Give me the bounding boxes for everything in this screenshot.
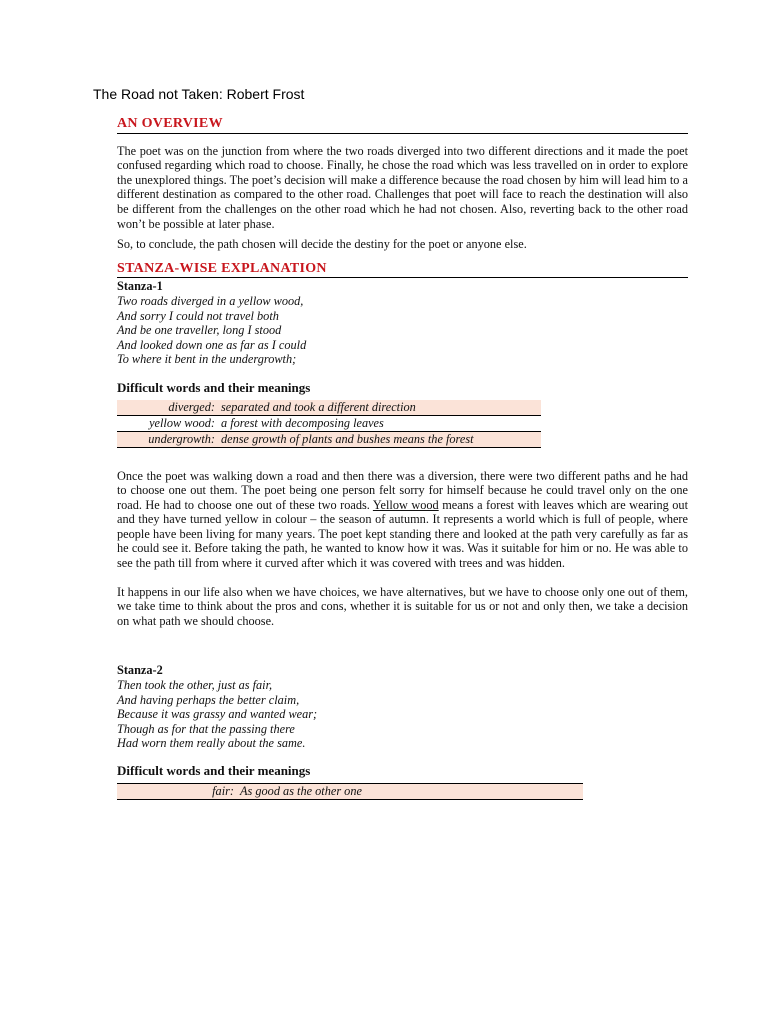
table-row bbox=[117, 431, 541, 447]
table-row bbox=[117, 783, 583, 799]
stanza1-poem bbox=[117, 294, 688, 367]
stanza2-poem bbox=[117, 678, 688, 751]
word-meaning: a forest with decomposing leaves bbox=[221, 415, 384, 430]
poem-line: Had worn them really about the same. bbox=[117, 736, 306, 751]
poem-line: Then took the other, just as fair, bbox=[117, 678, 273, 693]
poem-line: And sorry I could not travel both bbox=[117, 308, 279, 323]
difficult-words-table bbox=[117, 783, 583, 800]
document-body bbox=[117, 117, 688, 800]
stanza-wise-section bbox=[117, 262, 688, 800]
word-term: undergrowth: bbox=[148, 431, 215, 446]
poem-line: To where it bent in the undergrowth; bbox=[117, 352, 297, 367]
difficult-words-table bbox=[117, 400, 541, 448]
stanza1-life-lesson: It happens in our life also when we have choices, we have alternatives, but we have to choose only one out of them, we take time to think about the pros and cons, whether it is suitable for us or not and only then, we take a decision on what path we should choose. bbox=[117, 584, 688, 628]
poem-line: And be one traveller, long I stood bbox=[117, 323, 282, 338]
overview-heading: AN OVERVIEW bbox=[117, 117, 688, 134]
overview-conclusion: So, to conclude, the path chosen will decide the destiny for the poet or anyone else. bbox=[117, 237, 527, 252]
page-title: The Road not Taken: Robert Frost bbox=[93, 86, 305, 102]
overview-paragraph: The poet was on the junction from where the two roads diverged into two different directions and it made the poet confused regarding which road to choose. Finally, he chose the road which was less travelled on in order to explore the unexplored things. The poet’s decision will make a difference because the road chosen by him will lead him to a different destination as compared to the other road. Challenges that poet will face to reach the destination will also be different from the challenges on the other road which he had not chosen. Also, reverting back to the other road won’t be possible at later phase. bbox=[117, 143, 688, 231]
word-meaning: dense growth of plants and bushes means the forest bbox=[221, 431, 474, 446]
table-row bbox=[117, 400, 541, 416]
difficult-words-heading: Difficult words and their meanings bbox=[117, 379, 311, 395]
stanza1-label: Stanza-1 bbox=[117, 279, 163, 294]
poem-line: And looked down one as far as I could bbox=[117, 337, 307, 352]
poem-line: And having perhaps the better claim, bbox=[117, 692, 300, 707]
explanation-text: means a forest with leaves which are wearing out and they have turned yellow in colour – the season of autumn. It represents a world which is full of people, where people have been living for many years. The poet kept standing there and looked at the path very carefully as far as he could see it. Before taking the path, he wanted to know how it was. Was it suitable for him or no. He was able to see the path till from where it curved after which it was covered with trees and was hidden. bbox=[117, 497, 688, 571]
stanza-wise-heading: STANZA-WISE EXPLANATION bbox=[117, 262, 688, 279]
word-meaning: separated and took a different direction bbox=[221, 399, 416, 414]
table-row bbox=[117, 415, 541, 431]
word-term: fair: bbox=[212, 783, 234, 798]
word-meaning: As good as the other one bbox=[240, 783, 362, 798]
word-term: diverged: bbox=[168, 399, 215, 414]
poem-line: Because it was grassy and wanted wear; bbox=[117, 707, 318, 722]
word-term: yellow wood: bbox=[149, 415, 215, 430]
difficult-words-heading: Difficult words and their meanings bbox=[117, 763, 311, 778]
stanza2-label: Stanza-2 bbox=[117, 663, 163, 678]
stanza1-explanation bbox=[117, 469, 688, 571]
yellow-wood-term: Yellow wood bbox=[372, 497, 439, 512]
poem-line: Though as for that the passing there bbox=[117, 721, 295, 736]
explanation-text: Once the poet was walking down a road and then there was a diversion, there were two different paths and he had to choose one out them. The poet being one person felt sorry for himself because he could travel only on the one road. He had to choose one out of these two roads. bbox=[117, 468, 688, 512]
poem-line: Two roads diverged in a yellow wood, bbox=[117, 293, 304, 308]
